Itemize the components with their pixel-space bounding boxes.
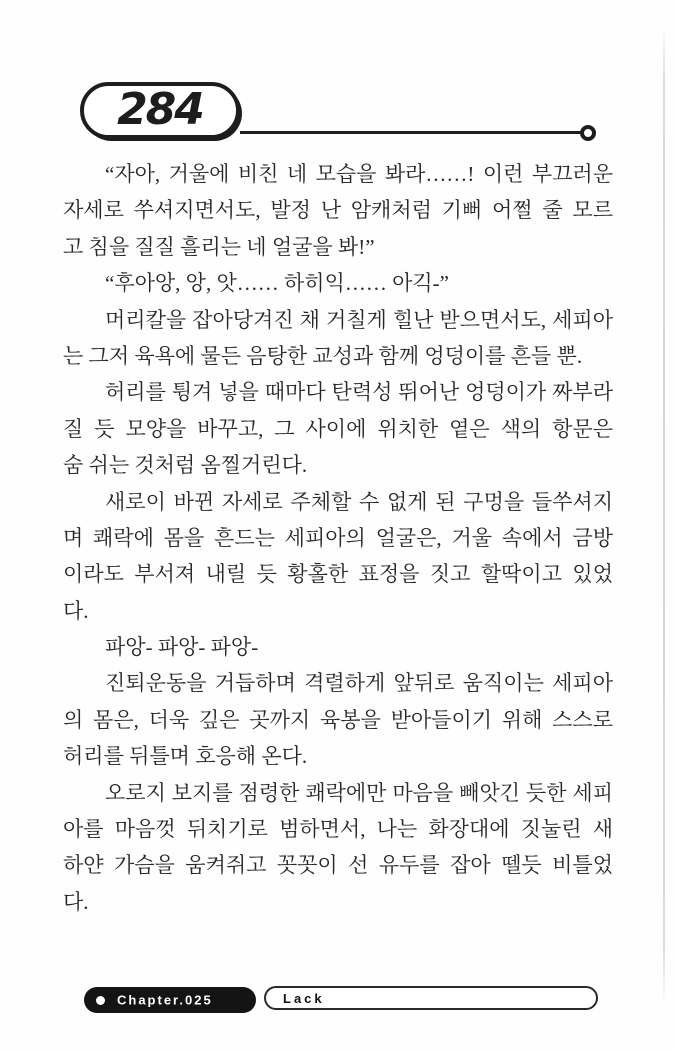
- page-number-badge: [80, 82, 240, 139]
- text-line: 새로이 바뀐 자세로 주체할 수 없게 된 구멍을 들쑤셔지: [105, 489, 613, 514]
- brand-badge: [264, 986, 598, 1010]
- text-line: 아를 마음껏 뒤치기로 범하면서, 나는 화장대에 짓눌린 새: [63, 817, 613, 842]
- text-line: 진퇴운동을 거듭하며 격렬하게 앞뒤로 움직이는 세피아: [105, 671, 613, 696]
- text-line: 허리를 튕겨 넣을 때마다 탄력성 뛰어난 엉덩이가 짜부라: [105, 380, 613, 405]
- text-line: 다.: [63, 598, 89, 623]
- text-line: “자아, 거울에 비친 네 모습을 봐라……! 이런 부끄러운: [105, 162, 613, 186]
- text-line: 하얀 가슴을 움켜쥐고 꼿꼿이 선 유두를 잡아 뗄듯 비틀었: [63, 853, 613, 878]
- text-line: 허리를 뒤틀며 호응해 온다.: [63, 744, 308, 769]
- text-line: 의 몸은, 더욱 깊은 곳까지 육봉을 받아들이기 위해 스스로: [63, 707, 613, 732]
- header-rule: [240, 131, 582, 134]
- text-line: 이라도 부서져 내릴 듯 황홀한 표정을 짓고 할딱이고 있었: [63, 562, 613, 587]
- text-line: 고 침을 질질 흘리는 네 얼굴을 봐!”: [63, 234, 375, 259]
- brand-label: Lack: [283, 990, 325, 1006]
- text-line: 오로지 보지를 점령한 쾌락에만 마음을 빼앗긴 듯한 세피: [105, 780, 613, 805]
- ring-end-icon: [580, 125, 596, 141]
- chapter-label: Chapter.025: [117, 992, 213, 1007]
- page-edge-artifact: [663, 25, 665, 1005]
- text-line: 숨 쉬는 것처럼 옴찔거린다.: [63, 453, 308, 478]
- text-line: “후아앙, 앙, 앗…… 하히익…… 아긱-”: [105, 271, 449, 296]
- text-line: 파앙- 파앙- 파앙-: [105, 635, 259, 660]
- text-block: [63, 156, 613, 920]
- text-line: 며 쾌락에 몸을 흔드는 세피아의 얼굴은, 거울 속에서 금방: [63, 525, 613, 550]
- text-line: 질 듯 모양을 바꾸고, 그 사이에 위치한 옅은 색의 항문은: [63, 416, 613, 441]
- text-line: 머리칼을 잡아당겨진 채 거칠게 힐난 받으면서도, 세피아: [105, 307, 613, 332]
- text-line: 자세로 쑤셔지면서도, 발정 난 암캐처럼 기뻐 어쩔 줄 모르: [63, 198, 613, 223]
- chapter-badge: [84, 987, 256, 1013]
- text-line: 는 그저 육욕에 물든 음탕한 교성과 함께 엉덩이를 흔들 뿐.: [63, 343, 583, 368]
- bullet-dot-icon: [96, 996, 105, 1005]
- page-number: 284: [117, 84, 203, 135]
- text-line: 다.: [63, 889, 89, 914]
